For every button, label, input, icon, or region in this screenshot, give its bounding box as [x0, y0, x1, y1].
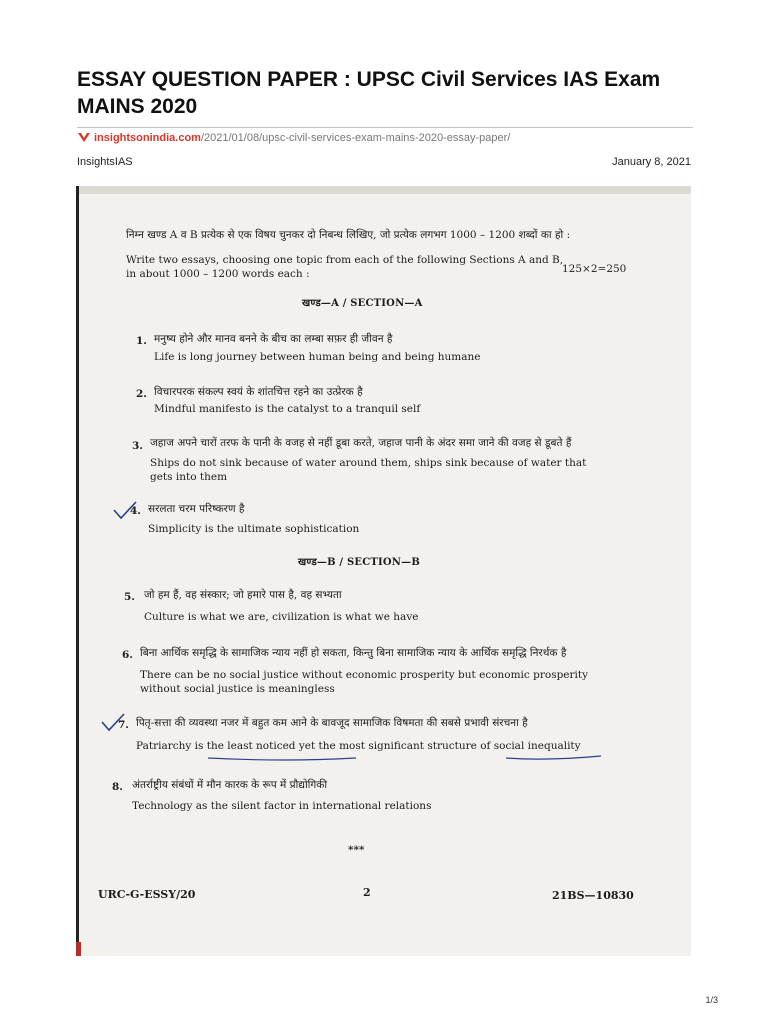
paper-code: URC-G-ESSY/20 — [98, 888, 196, 901]
scan-corner-mark — [76, 942, 81, 956]
question-hindi: जहाज अपने चारों तरफ के पानी के वजह से नहीं डूबा करते, जहाज पानी के अंदर समा जाने की वजह से डूबते हैं — [150, 437, 572, 449]
title-divider — [77, 127, 693, 128]
question-english: without social justice is meaningless — [140, 683, 335, 695]
scan-left-edge — [76, 186, 79, 956]
question-number: 4. — [130, 505, 141, 517]
question-english: Technology as the silent factor in international relations — [132, 800, 432, 812]
section-a-heading: खण्ड—A / SECTION—A — [302, 298, 423, 309]
question-hindi: पितृ-सत्ता की व्यवस्था नजर में बहुत कम आने के बावजूद सामाजिक विषमता की सबसे प्रभावी संरचना है — [136, 717, 528, 729]
source-link[interactable] — [77, 132, 510, 144]
pagination: 1/3 — [705, 995, 718, 1005]
question-hindi: सरलता चरम परिष्करण है — [148, 503, 245, 515]
question-hindi: अंतर्राष्ट्रीय संबंधों में मौन कारक के रूप में प्रौद्योगिकी — [132, 779, 328, 791]
question-english: Patriarchy is the least noticed yet the most significant structure of social inequality — [136, 740, 581, 752]
question-number: 7. — [118, 719, 129, 731]
question-number: 2. — [136, 388, 147, 400]
source-domain[interactable]: insightsonindia.com — [94, 132, 201, 144]
question-english: gets into them — [150, 471, 228, 483]
end-stars: *** — [348, 844, 365, 856]
question-number: 3. — [132, 440, 143, 452]
question-number: 1. — [136, 335, 147, 347]
source-path[interactable]: /2021/01/08/upsc-civil-services-exam-mains-2020-essay-paper/ — [200, 132, 511, 144]
question-english: Culture is what we are, civilization is what we have — [144, 611, 419, 623]
publish-date: January 8, 2021 — [612, 156, 691, 168]
section-b-heading: खण्ड—B / SECTION—B — [298, 557, 420, 568]
question-english: Simplicity is the ultimate sophistication — [148, 523, 360, 535]
scanned-question-paper — [76, 186, 691, 956]
marks: 125×2=250 — [562, 263, 627, 275]
question-hindi: जो हम हैं, वह संस्कार; जो हमारे पास है, वह सभ्यता — [144, 589, 342, 601]
author: InsightsIAS — [77, 156, 133, 168]
question-hindi: मनुष्य होने और मानव बनने के बीच का लम्बा सफ़र ही जीवन है — [154, 333, 393, 345]
question-english: Ships do not sink because of water around them, ships sink because of water that — [150, 457, 587, 469]
question-hindi: विचारपरक संकल्प स्वयं के शांतचित्त रहने का उत्प्रेरक है — [154, 386, 363, 398]
question-number: 5. — [124, 591, 135, 603]
handwritten-underline — [206, 752, 606, 764]
page-title: ESSAY QUESTION PAPER : UPSC Civil Services IAS Exam MAINS 2020 — [77, 68, 661, 118]
insights-logo-icon — [77, 132, 91, 144]
instruction-english-line2: in about 1000 – 1200 words each : — [126, 268, 310, 280]
instruction-english-line1: Write two essays, choosing one topic from each of the following Sections A and B, — [126, 254, 564, 266]
paper-reference: 21BS—10830 — [552, 889, 634, 902]
question-number: 6. — [122, 649, 133, 661]
question-english: Life is long journey between human being and being humane — [154, 351, 481, 363]
question-english: There can be no social justice without economic prosperity but economic prosperity — [140, 669, 589, 681]
question-hindi: बिना आर्थिक समृद्धि के सामाजिक न्याय नहीं हो सकता, किन्तु बिना सामाजिक न्याय के आर्थिक समृद्धि निरर्थक है — [140, 647, 567, 659]
question-number: 8. — [112, 781, 123, 793]
scan-top-edge — [76, 186, 691, 194]
scan-page-number: 2 — [363, 886, 371, 899]
instruction-hindi: निम्न खण्ड A व B प्रत्येक से एक विषय चुनकर दो निबन्ध लिखिए, जो प्रत्येक लगभग 1000 – 1200 शब्दों का हो : — [126, 229, 571, 241]
question-english: Mindful manifesto is the catalyst to a tranquil self — [154, 403, 421, 415]
